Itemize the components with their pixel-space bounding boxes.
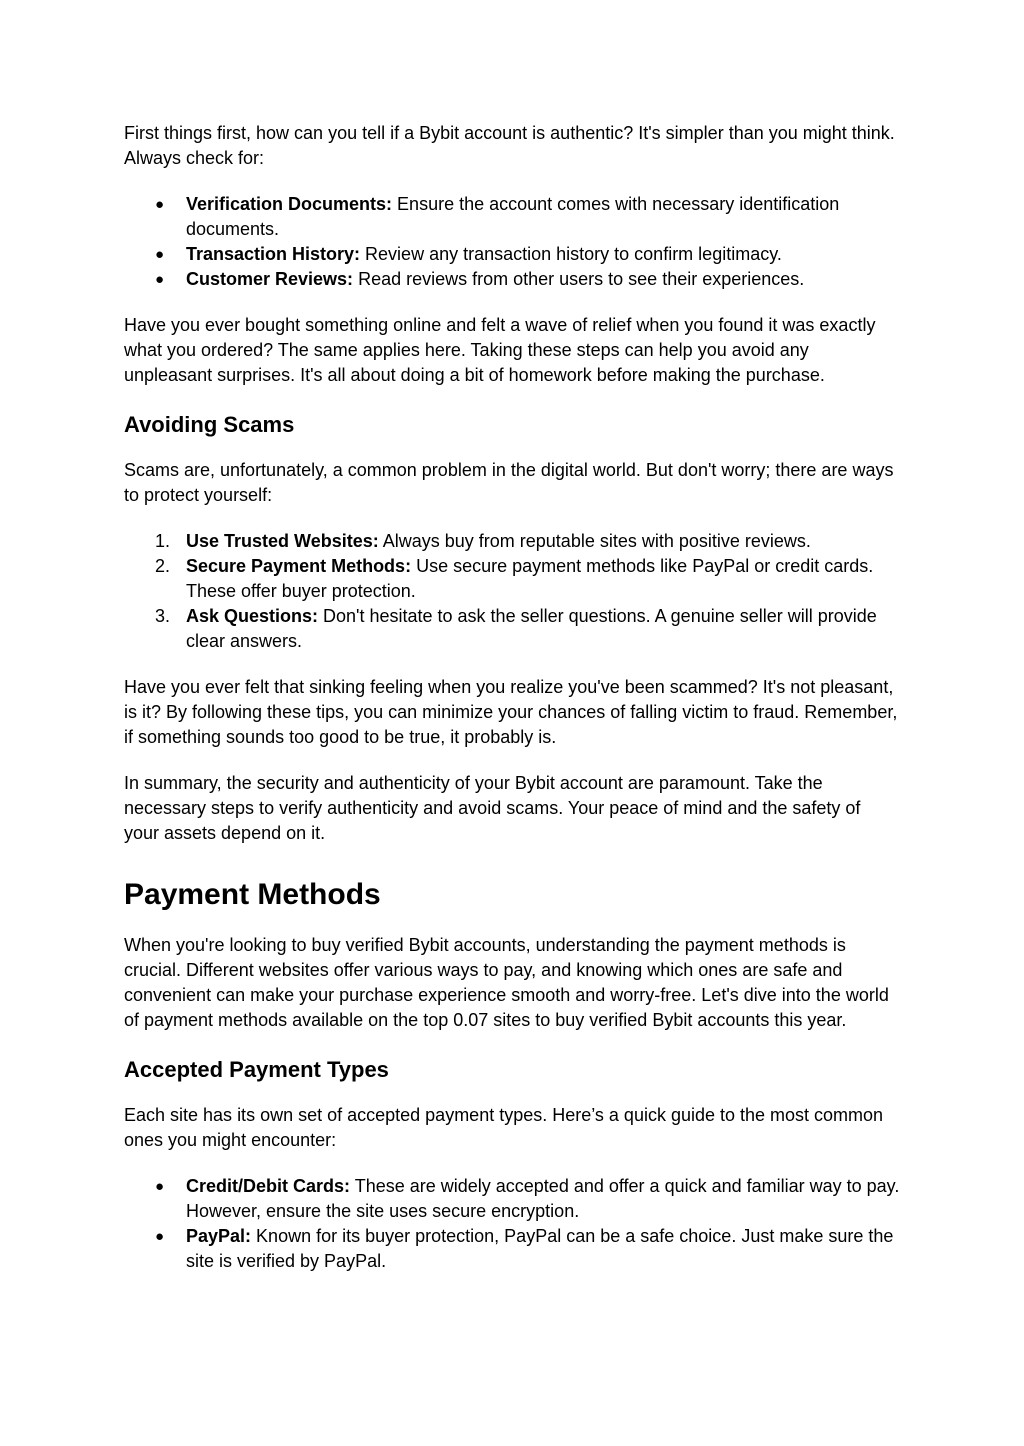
list-item	[155, 1174, 900, 1224]
list-item	[155, 554, 900, 604]
document-content	[124, 121, 900, 1274]
intro-paragraph: First things first, how can you tell if a Bybit account is authentic? It's simpler than you might think. Always check for:	[124, 123, 895, 168]
list-item	[155, 192, 900, 242]
list-item	[155, 267, 900, 292]
list-number: 1.	[155, 531, 171, 551]
summary-paragraph: In summary, the security and authenticity of your Bybit account are paramount. Take the necessary steps to verify authenticity and avoid scams. Your peace of mind and the safety of your assets depend on it.	[124, 773, 861, 843]
list-item	[155, 242, 900, 267]
payment-methods-intro: When you're looking to buy verified Bybit accounts, understanding the payment methods is crucial. Different websites offer various ways to pay, and knowing which ones are safe and convenient can make your purchase experience smooth and worry-free. Let's dive into the world of payment methods available on the top 0.07 sites to buy verified Bybit accounts this year.	[124, 935, 889, 1030]
list-item-term: PayPal:	[186, 1226, 252, 1246]
accepted-payment-types-intro: Each site has its own set of accepted payment types. Here’s a quick guide to the most common ones you might encounter:	[124, 1105, 884, 1150]
sinking-feeling-paragraph: Have you ever felt that sinking feeling when you realize you've been scammed? It's not pleasant, is it? By following these tips, you can minimize your chances of falling victim to fraud. Remember, if something sounds too good to be true, it probably is.	[124, 677, 898, 747]
list-item	[155, 1224, 900, 1274]
bullet-icon: ●	[155, 246, 165, 263]
list-number: 2.	[155, 556, 171, 576]
list-item-text: Always buy from reputable sites with positive reviews.	[378, 531, 811, 551]
bullet-icon: ●	[155, 1228, 165, 1245]
list-item	[155, 604, 900, 654]
list-number: 3.	[155, 606, 171, 626]
list-item-term: Use Trusted Websites:	[186, 531, 379, 551]
list-item-term: Transaction History:	[186, 244, 361, 264]
accepted-payment-types-heading: Accepted Payment Types	[124, 1057, 389, 1082]
list-item	[155, 529, 900, 554]
avoiding-scams-intro: Scams are, unfortunately, a common problem in the digital world. But don't worry; there are ways to protect yourself:	[124, 460, 894, 505]
list-item-term: Secure Payment Methods:	[186, 556, 412, 576]
avoiding-scams-heading: Avoiding Scams	[124, 412, 295, 437]
list-item-text: Don't hesitate to ask the seller questions. A genuine seller will provide clear answers.	[186, 606, 877, 651]
list-item-text: Read reviews from other users to see their experiences.	[353, 269, 805, 289]
list-item-term: Credit/Debit Cards:	[186, 1176, 351, 1196]
payment-methods-heading: Payment Methods	[124, 878, 381, 911]
list-item-text: Use secure payment methods like PayPal or credit cards. These offer buyer protection.	[186, 556, 874, 601]
bullet-icon: ●	[155, 196, 165, 213]
list-item-term: Ask Questions:	[186, 606, 319, 626]
list-item-text: Ensure the account comes with necessary identification documents.	[186, 194, 840, 239]
payment-types-list	[124, 1174, 900, 1274]
list-item-term: Verification Documents:	[186, 194, 393, 214]
bullet-icon: ●	[155, 1178, 165, 1195]
list-item-term: Customer Reviews:	[186, 269, 354, 289]
bullet-icon: ●	[155, 271, 165, 288]
list-item-text: These are widely accepted and offer a quick and familiar way to pay. However, ensure the site uses secure encryption.	[186, 1176, 900, 1221]
authenticity-check-list	[124, 192, 900, 292]
relief-paragraph: Have you ever bought something online and felt a wave of relief when you found it was exactly what you ordered? The same applies here. Taking these steps can help you avoid any unpleasant surprises. It's all about doing a bit of homework before making the purchase.	[124, 315, 876, 385]
list-item-text: Review any transaction history to confirm legitimacy.	[360, 244, 782, 264]
list-item-text: Known for its buyer protection, PayPal can be a safe choice. Just make sure the site is verified by PayPal.	[186, 1226, 894, 1271]
scam-tips-list	[124, 529, 900, 654]
